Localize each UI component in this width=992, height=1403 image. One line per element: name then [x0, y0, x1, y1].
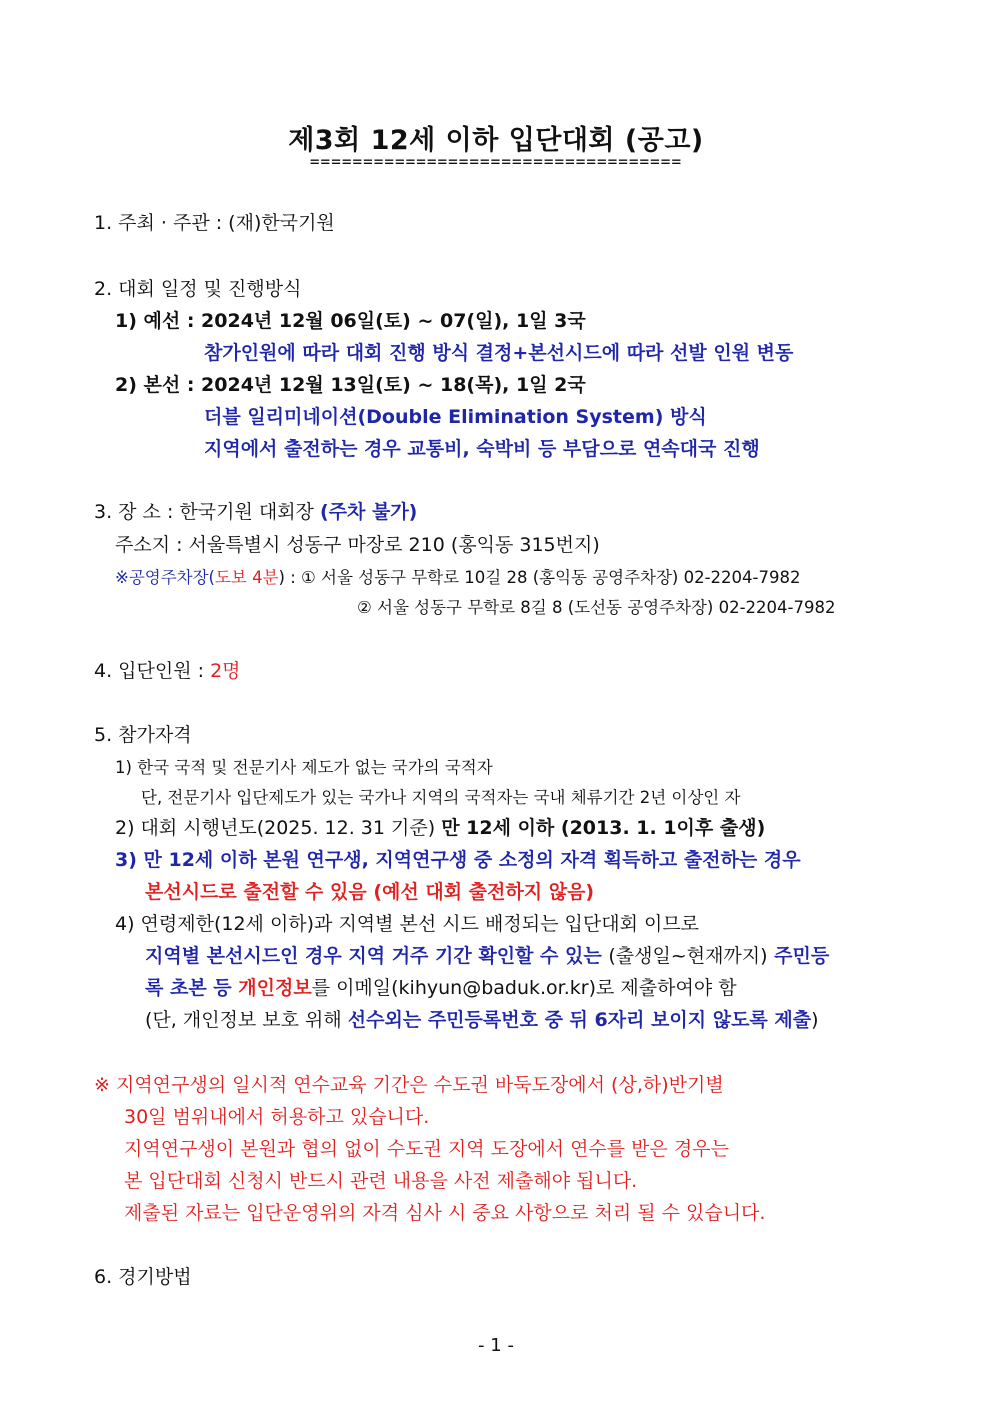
main-schedule: 2) 본선 : 2024년 12월 13일(토) ~ 18(목), 1일 2국 [115, 374, 586, 396]
quota-label: 4. 입단인원 : [94, 660, 211, 682]
doc-name: 록 초본 등 [145, 977, 239, 999]
qualification-2-base: 2) 대회 시행년도(2025. 12. 31 기준) [115, 817, 442, 839]
section-6-heading: 6. 경기방법 [94, 1266, 192, 1288]
qualification-4-privacy [145, 1005, 819, 1032]
notice-line-3: 지역연구생이 본원과 협의 없이 수도권 지역 도장에서 연수를 받은 경우는 [124, 1138, 729, 1160]
page-number: - 1 - [478, 1335, 514, 1356]
qualification-4-submission [145, 973, 737, 1000]
privacy-prefix: (단, 개인정보 보호 위해 [145, 1009, 348, 1031]
email-instruction: 를 이메일(kihyun@baduk.or.kr)로 제출하여야 함 [311, 977, 737, 999]
public-parking-label: ※공영주차장( [115, 568, 215, 587]
walk-time: 도보 4분 [214, 568, 279, 587]
residency-requirement: 지역별 본선시드인 경우 지역 거주 기간 확인할 수 있는 [145, 945, 609, 967]
qualification-1: 1) 한국 국적 및 전문기사 제도가 없는 국가의 국적자 [115, 758, 493, 777]
qualification-2 [115, 813, 765, 840]
notice-line-1: ※ 지역연구생의 일시적 연수교육 기간은 수도권 바둑도장에서 (상,하)반기별 [94, 1074, 724, 1096]
qualification-1-exception: 단, 전문기사 입단제도가 있는 국가나 지역의 국적자는 국내 체류기간 2년 이상인 자 [141, 788, 741, 807]
main-format-note: 더블 일리미네이션(Double Elimination System) 방식 [204, 406, 707, 428]
qualification-3-seed: 본선시드로 출전할 수 있음 (예선 대회 출전하지 않음) [145, 881, 595, 903]
preliminary-note: 참가인원에 따라 대회 진행 방식 결정+본선시드에 따라 선발 인원 변동 [204, 342, 794, 364]
section-5-heading: 5. 참가자격 [94, 724, 192, 746]
section-4-quota [94, 656, 241, 683]
privacy-suffix: ) [811, 1009, 819, 1031]
public-parking-2: ② 서울 성동구 무학로 8길 8 (도선동 공영주차장) 02-2204-7982 [357, 598, 836, 617]
residency-period: (출생일~현재까지) [608, 945, 768, 967]
qualification-4-residency [145, 941, 829, 968]
residency-doc: 주민등 [767, 945, 830, 967]
venue-address: 주소지 : 서울특별시 성동구 마장로 210 (홍익동 315번지) [115, 534, 600, 556]
qualification-3: 3) 만 12세 이하 본원 연구생, 지역연구생 중 소정의 자격 획득하고 출전하는 경우 [115, 849, 801, 871]
public-parking-1 [115, 564, 800, 588]
public-parking-1-address: ) : ① 서울 성동구 무학로 10길 28 (홍익동 공영주차장) 02-2204-7982 [278, 568, 801, 587]
page-title: 제3회 12세 이하 입단대회 (공고) [288, 125, 704, 156]
no-parking-note: (주차 불가) [319, 501, 418, 523]
main-travel-note: 지역에서 출전하는 경우 교통비, 숙박비 등 부담으로 연속대국 진행 [204, 438, 760, 460]
personal-info: 개인정보 [238, 977, 312, 999]
notice-line-2: 30일 범위내에서 허용하고 있습니다. [124, 1106, 430, 1128]
venue-label: 3. 장 소 : 한국기원 대회장 [94, 501, 320, 523]
section-2-heading: 2. 대회 일정 및 진행방식 [94, 278, 302, 300]
section-3-venue [94, 497, 417, 524]
qualification-2-age: 만 12세 이하 (2013. 1. 1이후 출생) [441, 817, 766, 839]
privacy-instruction: 선수외는 주민등록번호 중 뒤 6자리 보이지 않도록 제출 [347, 1009, 812, 1031]
qualification-4: 4) 연령제한(12세 이하)과 지역별 본선 시드 배정되는 입단대회 이므로 [115, 913, 700, 935]
notice-line-4: 본 입단대회 신청시 반드시 관련 내용을 사전 제출해야 됩니다. [124, 1170, 638, 1192]
notice-line-5: 제출된 자료는 입단운영위의 자격 심사 시 중요 사항으로 처리 될 수 있습니다. [124, 1202, 766, 1224]
preliminary-schedule: 1) 예선 : 2024년 12월 06일(토) ~ 07(일), 1일 3국 [115, 310, 586, 332]
quota-value: 2명 [210, 660, 241, 682]
title-underline: =================================== [309, 152, 683, 171]
section-1-organizer: 1. 주최 · 주관 : (재)한국기원 [94, 212, 335, 234]
